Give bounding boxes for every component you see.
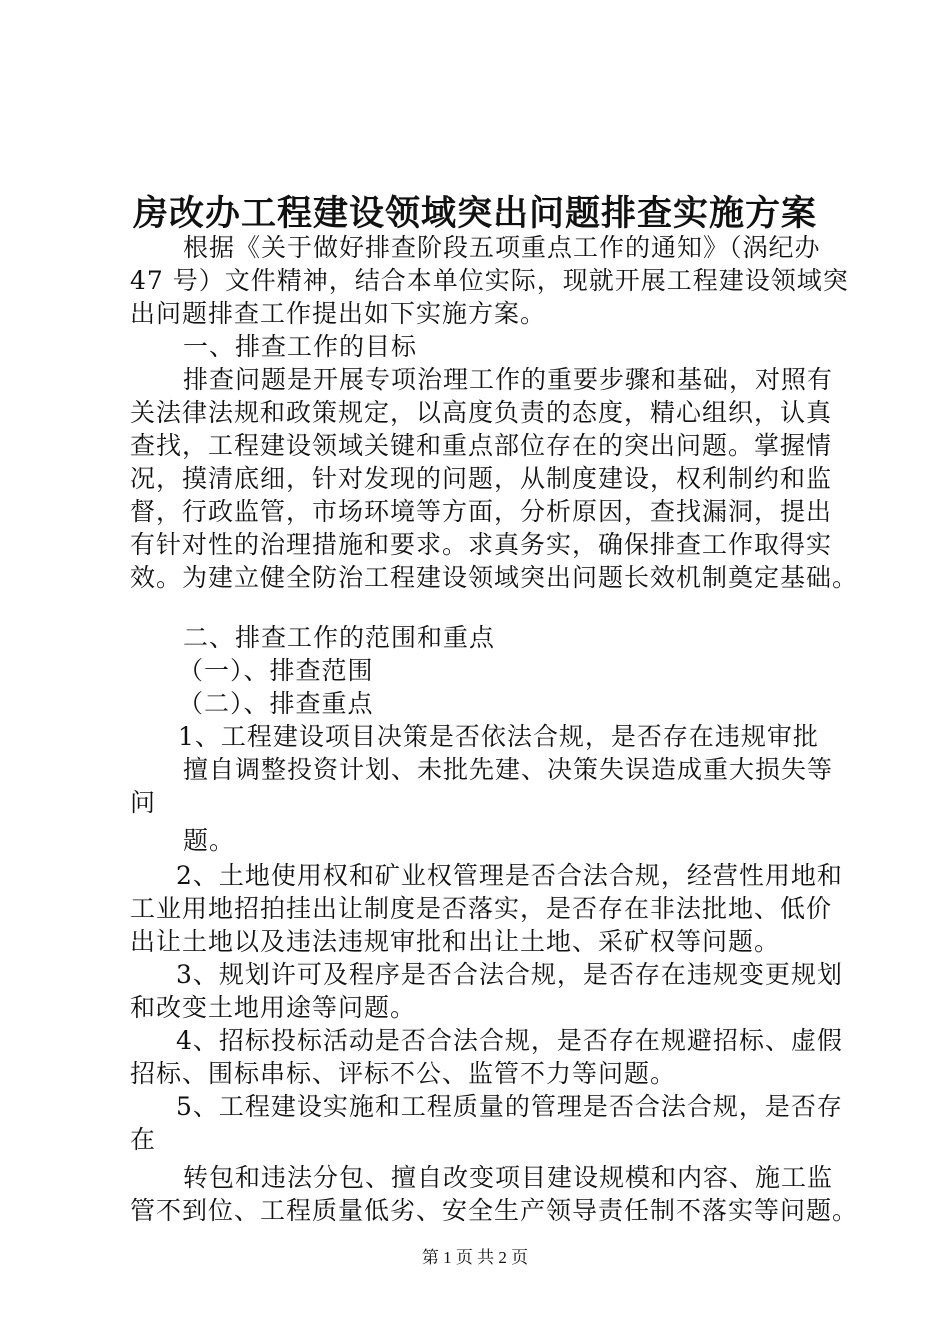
page-footer: 第 1 页 共 2 页 <box>421 1248 529 1267</box>
list-item: 3、规划许可及程序是否合法合规，是否存在违规变更规划 <box>176 960 843 989</box>
subsection-heading: （二）、排查重点 <box>178 689 374 718</box>
body-line: 查找，工程建设领域关键和重点部位存在的突出问题。掌握情 <box>130 431 833 460</box>
body-line: 管不到位、工程质量低劣、安全生产领导责任制不落实等问题。 <box>130 1196 859 1225</box>
body-line: 47 号）文件精神，结合本单位实际，现就开展工程建设领域突 <box>130 266 849 295</box>
body-line: 效。为建立健全防治工程建设领域突出问题长效机制奠定基础。 <box>130 563 859 592</box>
subsection-heading: （一）、排查范围 <box>178 656 374 685</box>
section-heading: 一、排查工作的目标 <box>183 332 418 361</box>
body-line: 在 <box>130 1125 157 1154</box>
body-line: 问 <box>130 788 157 817</box>
body-line: 题。 <box>183 826 236 855</box>
body-line: 关法律法规和政策规定，以高度负责的态度，精心组织，认真 <box>130 398 833 427</box>
body-line: 和改变土地用途等问题。 <box>130 993 417 1022</box>
body-line: 工业用地招拍挂出让制度是否落实，是否存在非法批地、低价 <box>130 894 833 923</box>
section-heading: 二、排查工作的范围和重点 <box>183 623 496 652</box>
list-item: 5、工程建设实施和工程质量的管理是否合法合规，是否存 <box>176 1092 843 1121</box>
body-line: 况，摸清底细，针对发现的问题，从制度建设，权利制约和监 <box>130 464 833 493</box>
body-line: 招标、围标串标、评标不公、监管不力等问题。 <box>130 1059 677 1088</box>
document-title: 房改办工程建设领域突出问题排查实施方案 <box>132 193 817 234</box>
list-item: 1、工程建设项目决策是否依法合规，是否存在违规审批 <box>178 722 819 751</box>
body-line: 转包和违法分包、擅自改变项目建设规模和内容、施工监 <box>183 1163 834 1192</box>
body-line: 出让土地以及违法违规审批和出让土地、采矿权等问题。 <box>130 927 781 956</box>
body-line: 排查问题是开展专项治理工作的重要步骤和基础，对照有 <box>183 365 834 394</box>
list-item: 4、招标投标活动是否合法合规，是否存在规避招标、虚假 <box>176 1026 843 1055</box>
list-item: 2、土地使用权和矿业权管理是否合法合规，经营性用地和 <box>176 861 843 890</box>
body-line: 有针对性的治理措施和要求。求真务实，确保排查工作取得实 <box>130 530 833 559</box>
body-line: 根据《关于做好排查阶段五项重点工作的通知》（涡纪办 <box>183 233 821 262</box>
body-line: 擅自调整投资计划、未批先建、决策失误造成重大损失等 <box>183 755 834 784</box>
body-line: 督，行政监管，市场环境等方面，分析原因，查找漏洞，提出 <box>130 497 833 526</box>
body-line: 出问题排查工作提出如下实施方案。 <box>130 299 547 328</box>
